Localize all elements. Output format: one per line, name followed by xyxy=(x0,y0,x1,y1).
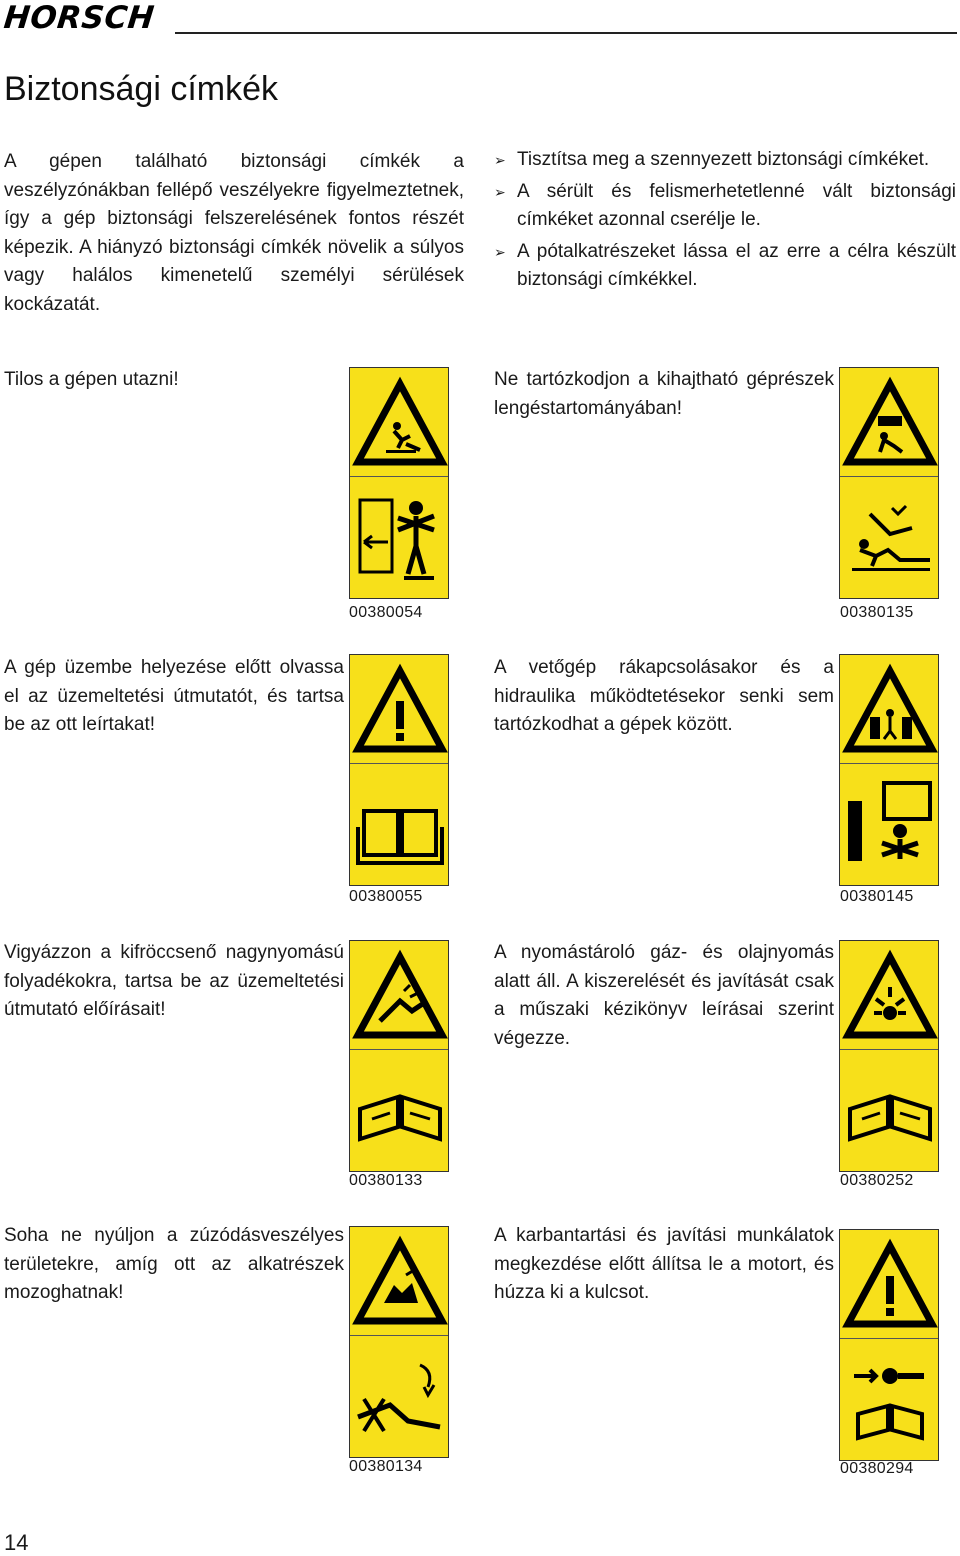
arrow-bullet-icon: ➢ xyxy=(494,152,506,168)
label-code: 00380054 xyxy=(349,604,423,621)
exclamation-icon xyxy=(350,661,450,759)
exclamation-icon xyxy=(840,1236,940,1334)
safety-sign xyxy=(349,1226,449,1458)
explosion-icon xyxy=(840,947,940,1045)
sign-divider xyxy=(840,476,938,477)
list-item: ➢ Tisztítsa meg a szennyezett biztonsági címkéket. xyxy=(494,146,956,175)
fall-hazard-icon xyxy=(350,374,450,472)
label-description: Vigyázzon a kifröccsenő nagynyomású folyadékokra, tartsa be az üzemeltetési útmutató előírásait! xyxy=(4,942,344,1021)
arrow-bullet-icon: ➢ xyxy=(494,243,506,260)
remove-key-icon xyxy=(840,1346,940,1456)
label-description: Tilos a gépen utazni! xyxy=(4,369,179,390)
keep-clear-icon xyxy=(840,771,940,881)
safety-sign xyxy=(349,940,449,1172)
sign-divider xyxy=(350,763,448,764)
label-description: A vetőgép rákapcsolásakor és a hidraulika működtetésekor senki sem tartózkodhat a gépek között. xyxy=(494,657,834,736)
label-description: A nyomástároló gáz- és olajnyomás alatt áll. A kiszerelését és javítását csak a műszaki kézikönyv leírásai szerint végezze. xyxy=(494,942,834,1049)
safety-sign xyxy=(349,654,449,886)
service-manual-icon xyxy=(350,1057,450,1167)
intro-paragraph: A gépen található biztonsági címkék a veszélyzónákban fellépő veszélyekre figyelmeztetnek, így a gép biztonsági felszerelésének fontos részét képezik. A hiányzó biztonsági címkék növelik a súlyos vagy halálos kimenetelű személyi sérülések kockázatát. xyxy=(4,151,464,315)
label-code: 00380134 xyxy=(349,1458,423,1475)
label-code: 00380055 xyxy=(349,888,423,905)
page-number: 14 xyxy=(4,1530,29,1555)
fluid-injection-icon xyxy=(350,947,450,1045)
page-title: Biztonsági címkék xyxy=(4,70,278,108)
sign-divider xyxy=(350,476,448,477)
no-reach-icon xyxy=(350,1343,450,1453)
sign-divider xyxy=(840,1338,938,1339)
label-code: 00380145 xyxy=(840,888,914,905)
label-description: Ne tartózkodjon a kihajtható géprészek lengéstartományában! xyxy=(494,369,834,419)
safety-sign xyxy=(839,940,939,1172)
label-code: 00380294 xyxy=(840,1460,914,1477)
safety-sign xyxy=(839,1229,939,1461)
folding-arm-icon xyxy=(840,484,940,594)
sign-divider xyxy=(840,763,938,764)
safety-sign xyxy=(839,367,939,599)
sign-divider xyxy=(840,1049,938,1050)
no-riding-icon xyxy=(350,484,450,594)
safety-sign xyxy=(839,654,939,886)
label-description: A karbantartási és javítási munkálatok megkezdése előtt állítsa le a motort, és húzza ki a kulcsot. xyxy=(494,1225,834,1304)
list-item: ➢ A sérült és felismerhetetlenné vált biztonsági címkéket azonnal cserélje le. xyxy=(494,178,956,235)
crush-between-icon xyxy=(840,661,940,759)
manual-book-icon xyxy=(350,771,450,881)
label-code: 00380133 xyxy=(349,1172,423,1189)
label-code: 00380135 xyxy=(840,604,914,621)
instruction-list xyxy=(494,146,956,298)
sign-divider xyxy=(350,1049,448,1050)
label-description: Soha ne nyúljon a zúzódásveszélyes területekre, amíg ott az alkatrészek mozoghatnak! xyxy=(4,1225,344,1304)
header-rule xyxy=(175,32,957,34)
list-item: ➢ A pótalkatrészeket lássa el az erre a célra készült biztonsági címkékkel. xyxy=(494,238,956,295)
service-manual-icon xyxy=(840,1057,940,1167)
hand-crush-icon xyxy=(350,1233,450,1331)
label-description: A gép üzembe helyezése előtt olvassa el az üzemeltetési útmutatót, és tartsa be az ott leírtakat! xyxy=(4,657,344,736)
safety-sign xyxy=(349,367,449,599)
horsch-logo: HORSCH xyxy=(2,0,157,36)
arrow-bullet-icon: ➢ xyxy=(494,183,506,200)
label-code: 00380252 xyxy=(840,1172,914,1189)
crush-from-above-icon xyxy=(840,374,940,472)
sign-divider xyxy=(350,1335,448,1336)
